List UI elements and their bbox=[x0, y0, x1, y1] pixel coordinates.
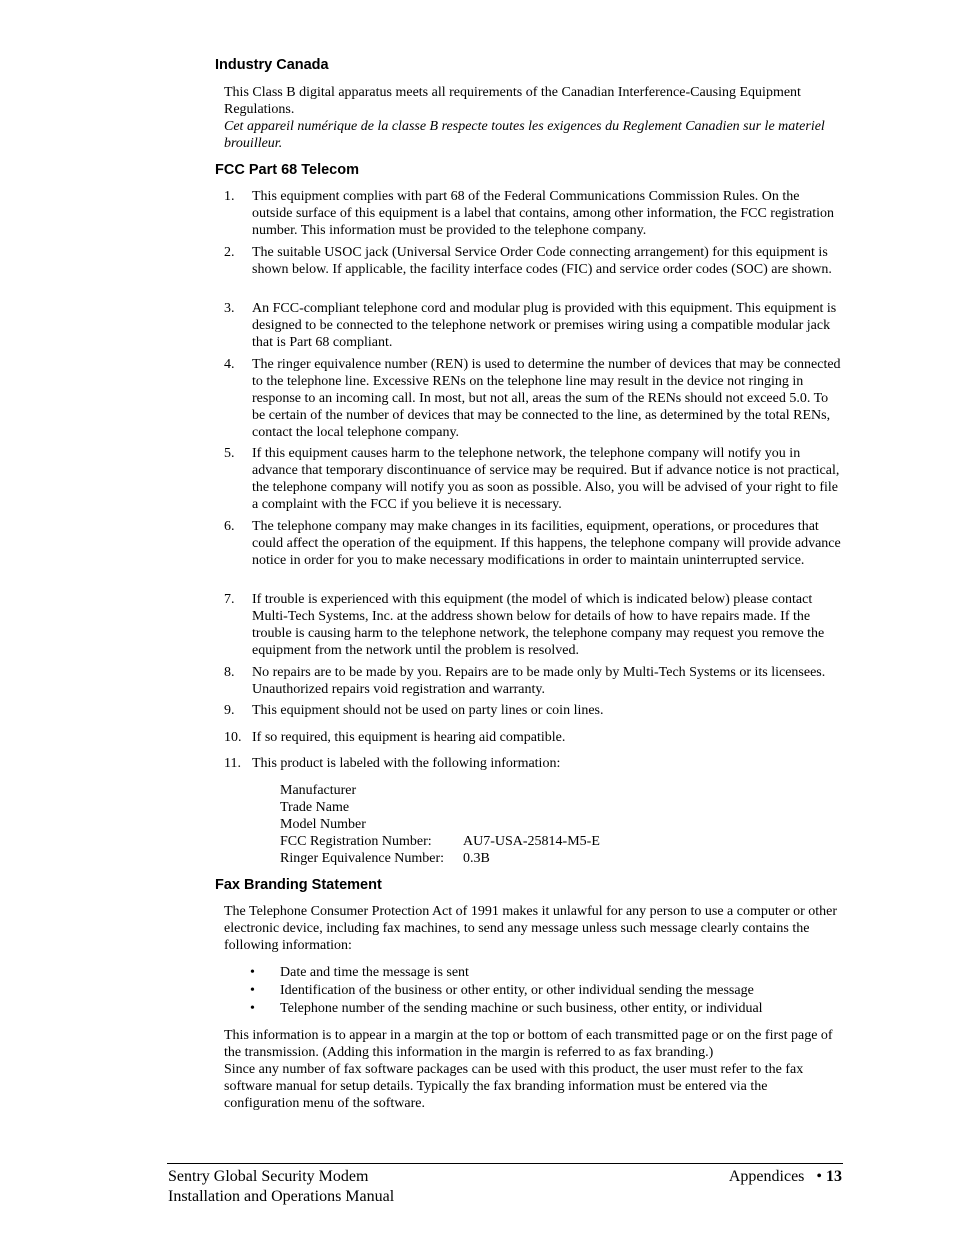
list-text: This product is labeled with the following information: bbox=[252, 756, 561, 771]
list-text: If trouble is experienced with this equipment (the model of which is indicated below) please contact Multi-Tech Systems, Inc. at the address shown below for details of how to have repairs made. If the trouble is causing harm to the telephone network, the telephone company may request you remove the equipment from the network until the problem is resolved. bbox=[252, 592, 825, 658]
list-number: 10. bbox=[224, 730, 242, 745]
list-text: If this equipment causes harm to the telephone network, the telephone company will notify you in advance that temporary discontinuance of service may be required. But if advance notice is not practical, the telephone company will notify you as soon as possible. Also, you will be advised of your right to file a complaint with the FCC if you believe it is necessary. bbox=[252, 446, 840, 512]
label-info-label: Trade Name bbox=[280, 800, 350, 815]
list-text: No repairs are to be made by you. Repairs are to be made only by Multi-Tech Systems or its licensees. Unauthorized repairs void registration and warranty. bbox=[252, 665, 826, 697]
label-info-row bbox=[280, 782, 600, 799]
label-info-label: FCC Registration Number: bbox=[280, 834, 432, 849]
list-text: The telephone company may make changes in its facilities, equipment, operations, or procedures that could affect the operation of the equipment. If this happens, the telephone company will provide advance notice in order for you to make necessary modifications in order to maintain uninterrupted service. bbox=[252, 519, 841, 568]
footer-manual-name: Installation and Operations Manual bbox=[168, 1188, 395, 1205]
industry-canada-french: Cet appareil numérique de la classe B respecte toutes les exigences du Reglement Canadien sur le materiel brouilleur. bbox=[224, 119, 825, 151]
list-number: 7. bbox=[224, 592, 235, 607]
list-number: 5. bbox=[224, 446, 235, 461]
list-number: 11. bbox=[224, 756, 241, 771]
bullet-text: Identification of the business or other entity, or other individual sending the message bbox=[280, 983, 754, 998]
list-number: 2. bbox=[224, 245, 235, 260]
list-text: The suitable USOC jack (Universal Service Order Code connecting arrangement) for this equipment is shown below. If applicable, the facility interface codes (FIC) and service order codes (SOC) are shown. bbox=[252, 245, 832, 277]
bullet-icon: • bbox=[250, 965, 255, 980]
list-text: This equipment complies with part 68 of the Federal Communications Commission Rules. On the outside surface of this equipment is a label that contains, among other information, the FCC registration number. This information must be provided to the telephone company. bbox=[252, 189, 835, 238]
footer-product-name: Sentry Global Security Modem bbox=[168, 1168, 369, 1185]
label-info-label: Manufacturer bbox=[280, 783, 357, 798]
list-text: The ringer equivalence number (REN) is used to determine the number of devices that may be connected to the telephone line. Excessive RENs on the telephone line may result in the device not ringing in response to an incoming call. In most, but not all, areas the sum of the RENs should not exceed 5.0. To be certain of the number of devices that may be connected to the line, as determined by the total RENs, contact the local telephone company. bbox=[252, 357, 841, 440]
label-info-row bbox=[280, 799, 600, 816]
page-number: 13 bbox=[826, 1168, 842, 1185]
list-number: 8. bbox=[224, 665, 235, 680]
label-info-row bbox=[280, 816, 600, 833]
list-text: An FCC-compliant telephone cord and modular plug is provided with this equipment. This equipment is designed to be connected to the telephone network or premises wiring using a compatible modular jack that is Part 68 compliant. bbox=[252, 301, 837, 350]
bullet-icon: • bbox=[250, 983, 255, 998]
list-text: If so required, this equipment is hearing aid compatible. bbox=[252, 730, 566, 745]
footer-page-info bbox=[729, 1167, 842, 1187]
label-info-block bbox=[280, 782, 600, 867]
footer-manual-title bbox=[168, 1167, 394, 1207]
bullet-icon: • bbox=[250, 1001, 255, 1016]
list-number: 9. bbox=[224, 703, 235, 718]
footer-divider bbox=[167, 1163, 843, 1164]
label-info-label: Model Number bbox=[280, 817, 366, 832]
list-number: 1. bbox=[224, 189, 235, 204]
footer-bullet: • bbox=[816, 1168, 822, 1185]
list-number: 4. bbox=[224, 357, 235, 372]
label-info-row bbox=[280, 833, 600, 850]
list-number: 3. bbox=[224, 301, 235, 316]
label-info-value: 0.3B bbox=[463, 851, 490, 866]
bullet-text: Telephone number of the sending machine or such business, other entity, or individual bbox=[280, 1001, 763, 1016]
label-info-label: Ringer Equivalence Number: bbox=[280, 851, 445, 866]
list-text: This equipment should not be used on party lines or coin lines. bbox=[252, 703, 604, 718]
heading-industry-canada: Industry Canada bbox=[215, 57, 329, 73]
list-number: 6. bbox=[224, 519, 235, 534]
fax-branding-outro bbox=[224, 1027, 846, 1112]
label-info-row bbox=[280, 850, 600, 867]
fax-branding-intro: The Telephone Consumer Protection Act of 1991 makes it unlawful for any person to use a computer or other electronic device, including fax machines, to send any message unless such message clearly contains the following information: bbox=[224, 904, 838, 953]
label-info-value: AU7-USA-25814-M5-E bbox=[463, 834, 600, 849]
footer-section: Appendices bbox=[728, 1168, 805, 1185]
heading-fax-branding: Fax Branding Statement bbox=[215, 877, 382, 893]
fax-branding-outro-1: This information is to appear in a margin at the top or bottom of each transmitted page or on the first page of the transmission. (Adding this information in the margin is referred to as fax branding.) bbox=[224, 1028, 833, 1060]
bullet-text: Date and time the message is sent bbox=[280, 965, 469, 980]
industry-canada-text bbox=[224, 84, 864, 152]
heading-fcc-part68: FCC Part 68 Telecom bbox=[215, 162, 359, 178]
industry-canada-english: This Class B digital apparatus meets all requirements of the Canadian Interference-Causing Equipment Regulations. bbox=[224, 85, 801, 117]
fax-branding-outro-2: Since any number of fax software packages can be used with this product, the user must refer to the fax software manual for setup details. Typically the fax branding information must be entered via the configuration menu of the software. bbox=[224, 1062, 804, 1111]
